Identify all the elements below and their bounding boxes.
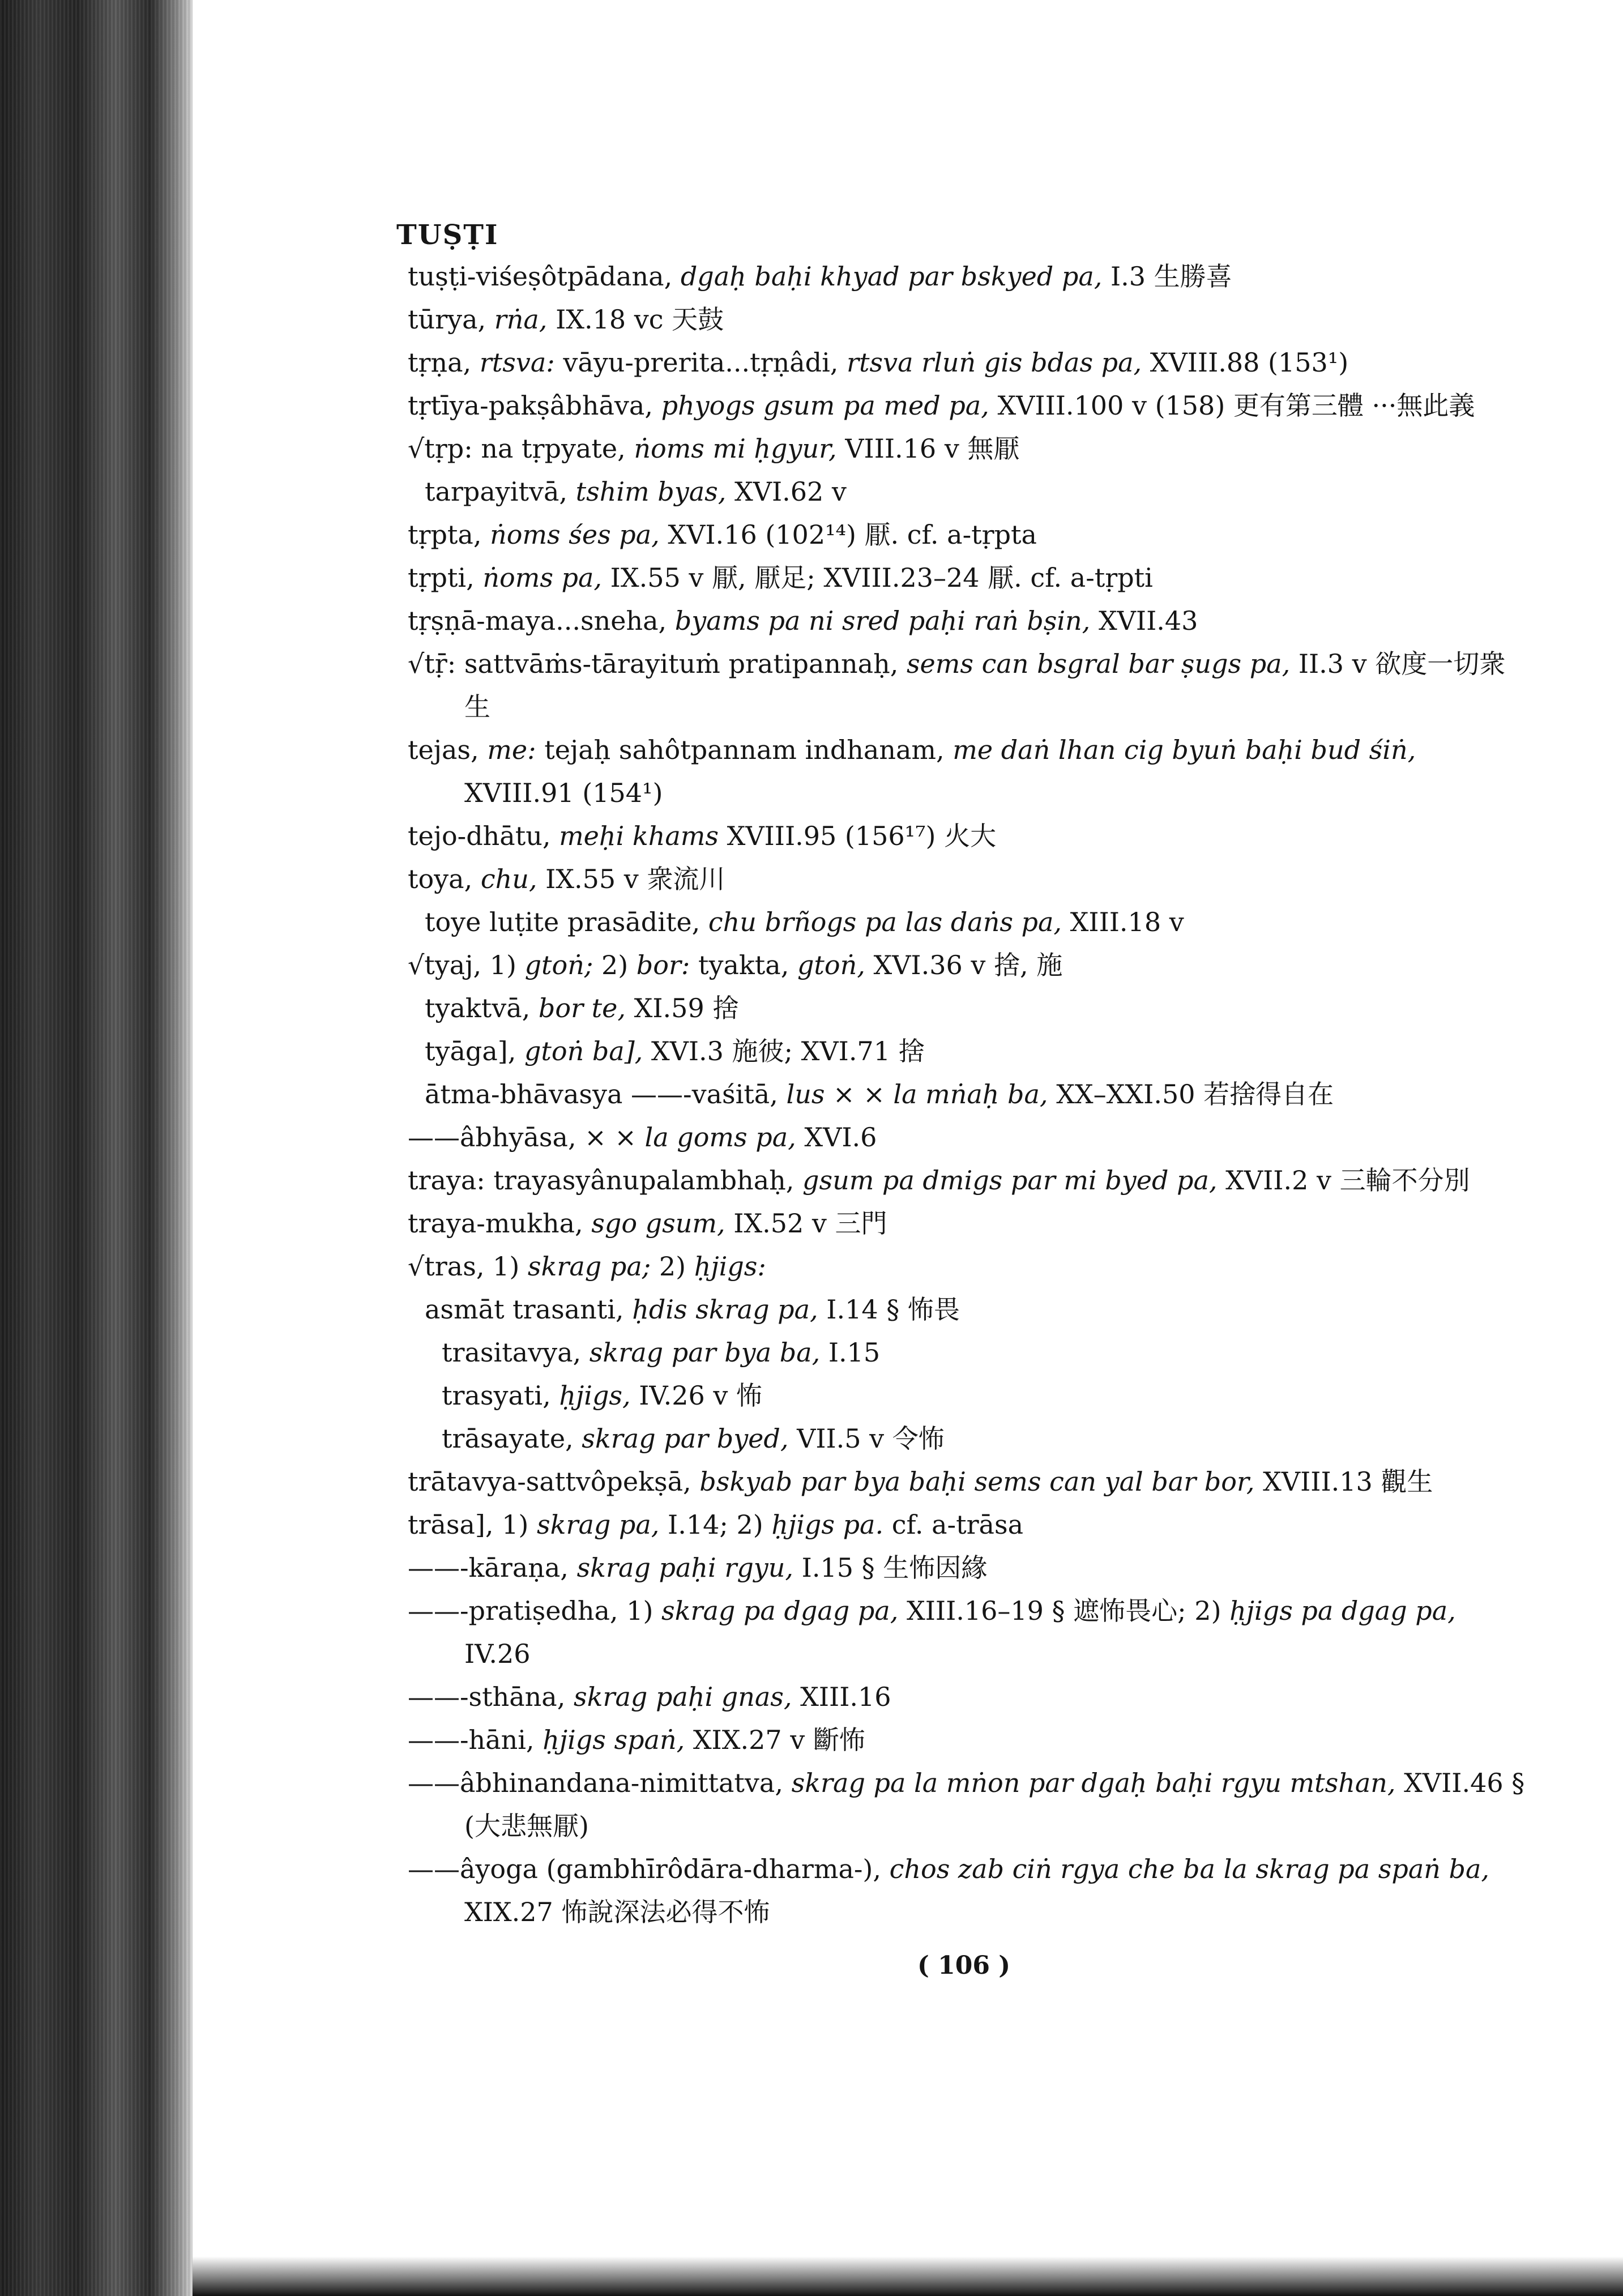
tibetan-gloss: skrag pa la mṅon par dgaḥ baḥi rgyu mtshan, — [791, 1768, 1404, 1798]
entry-text: tejas, — [408, 735, 488, 765]
dictionary-entry — [408, 1116, 1529, 1159]
tibetan-gloss: ḥjigs pa dgag pa, — [1229, 1595, 1456, 1626]
dictionary-entry — [408, 1761, 1529, 1847]
tibetan-gloss: × × la goms pa, — [584, 1122, 805, 1153]
dictionary-entry — [408, 642, 1529, 728]
entry-text: IX.18 vc 天鼓 — [556, 304, 724, 335]
tibetan-gloss: ḥjigs, — [559, 1380, 639, 1411]
entry-text: √tras, 1) — [408, 1251, 528, 1282]
entry-text: XIII.18 v — [1070, 907, 1184, 937]
entry-text: XIII.16–19 § 遮怖畏心; 2) — [906, 1595, 1230, 1626]
entry-text: XVII.46 § (大悲無厭) — [464, 1768, 1525, 1841]
entry-text: tṛṣṇā-maya...sneha, — [408, 605, 675, 636]
entry-text: trāsayate, — [442, 1423, 582, 1454]
tibetan-gloss: byams pa ni sred paḥi raṅ bṣin, — [674, 605, 1099, 636]
entry-text: XX–XXI.50 若捨得自在 — [1056, 1079, 1334, 1109]
entry-text: ——-pratiṣedha, 1) — [408, 1595, 662, 1626]
dictionary-entry — [408, 384, 1529, 427]
tibetan-gloss: rtsva rluṅ gis bdas pa, — [847, 347, 1150, 378]
tibetan-gloss: sgo gsum, — [591, 1208, 734, 1239]
entry-text: IV.26 — [464, 1638, 531, 1669]
entry-text: ——-sthāna, — [408, 1682, 574, 1712]
entry-text: VII.5 v 令怖 — [797, 1423, 945, 1454]
tibetan-gloss: ṅoms mi ḥgyur, — [634, 433, 845, 464]
entry-text: ātma-bhāvasya ——-vaśitā, — [425, 1079, 787, 1109]
entry-text: XI.59 捨 — [634, 993, 739, 1023]
page-number: ( 106 ) — [917, 1951, 1011, 1980]
entry-text: tyakta, — [698, 950, 797, 980]
entry-text: XVIII.91 (154¹) — [464, 778, 663, 808]
dictionary-entry — [408, 814, 1529, 857]
entry-text: ——âbhinandana-nimittatva, — [408, 1768, 792, 1798]
entry-text: XVIII.100 v (158) 更有第三體 ···無此義 — [997, 390, 1475, 421]
entry-text: cf. a-trāsa — [891, 1509, 1024, 1540]
entry-text: tyāga], — [425, 1036, 524, 1066]
dictionary-entry — [408, 1202, 1529, 1245]
bottom-shadow — [193, 2256, 1623, 2296]
entry-text: XIX.27 怖說深法必得不怖 — [464, 1897, 770, 1927]
dictionary-entry — [408, 556, 1529, 599]
entry-text: ——-hāni, — [408, 1725, 543, 1755]
tibetan-gloss: gtoṅ, — [797, 950, 874, 980]
entry-text: √tṛp: na tṛpyate, — [408, 433, 634, 464]
dictionary-entry — [408, 1245, 1529, 1288]
entry-text: VIII.16 v 無厭 — [845, 433, 1020, 464]
entry-text: XVII.43 — [1098, 605, 1198, 636]
entry-text: XVIII.88 (153¹) — [1150, 347, 1349, 378]
tibetan-gloss: skrag paḥi rgyu, — [576, 1552, 802, 1583]
entry-text: XVI.3 施彼; XVI.71 捨 — [651, 1036, 925, 1066]
entry-text: 2) — [601, 950, 637, 980]
dictionary-entry — [408, 1503, 1529, 1546]
tibetan-gloss: rtsva: — [479, 347, 563, 378]
tibetan-gloss: gtoṅ ba], — [524, 1036, 651, 1066]
dictionary-entry — [408, 1847, 1529, 1934]
dictionary-entry — [408, 901, 1529, 944]
tibetan-gloss: me daṅ lhan cig byuṅ baḥi bud śiṅ, — [953, 735, 1416, 765]
entry-text: trātavya-sattvôpekṣā, — [408, 1466, 700, 1497]
dictionary-entry — [408, 728, 1529, 814]
entry-text: trasitavya, — [442, 1337, 590, 1368]
dictionary-entry — [408, 1331, 1529, 1374]
tibetan-gloss: lus × × la mṅaḥ ba, — [786, 1079, 1057, 1109]
entry-text: I.14 § 怖畏 — [826, 1294, 960, 1325]
tibetan-gloss: skrag pa; — [527, 1251, 659, 1282]
tibetan-gloss: chu brñogs pa las daṅs pa, — [708, 907, 1070, 937]
tibetan-gloss: meḥi khams — [559, 821, 727, 851]
entry-text: tejo-dhātu, — [408, 821, 559, 851]
tibetan-gloss: chu, — [480, 864, 546, 894]
dictionary-entry — [408, 470, 1529, 513]
entry-text: traya-mukha, — [408, 1208, 592, 1239]
tibetan-gloss: bskyab par bya baḥi sems can yal bar bor, — [699, 1466, 1263, 1497]
entry-text: trasyati, — [442, 1380, 559, 1411]
tibetan-gloss: bor te, — [538, 993, 634, 1023]
dictionary-entry — [408, 1030, 1529, 1073]
entry-text: I.15 — [828, 1337, 881, 1368]
tibetan-gloss: sems can bsgral bar ṣugs pa, — [906, 648, 1299, 679]
entry-text: tṛtīya-pakṣâbhāva, — [408, 390, 661, 421]
entry-text: tyaktvā, — [425, 993, 539, 1023]
dictionary-entry — [408, 1589, 1529, 1675]
entry-text: ——âyoga (gambhīrôdāra-dharma-), — [408, 1854, 890, 1884]
entry-list — [408, 255, 1529, 1934]
dictionary-entry — [408, 1718, 1529, 1761]
dictionary-entry — [408, 1675, 1529, 1718]
entry-text: tṛpta, — [408, 519, 490, 550]
entry-text: IX.55 v 厭, 厭足; XVIII.23–24 厭. cf. a-tṛpti — [610, 562, 1153, 593]
dictionary-entry — [408, 427, 1529, 470]
entry-text: toye luṭite prasādite, — [425, 907, 708, 937]
dictionary-entry — [408, 1159, 1529, 1202]
tibetan-gloss: chos zab ciṅ rgya che ba la skrag pa spaṅ ba, — [889, 1854, 1490, 1884]
entry-text: XVI.62 v — [734, 476, 847, 507]
tibetan-gloss: gsum pa dmigs par mi byed pa, — [802, 1165, 1226, 1196]
entry-text: IV.26 v 怖 — [639, 1380, 763, 1411]
dictionary-entry — [408, 1546, 1529, 1589]
dictionary-entry — [408, 987, 1529, 1030]
entry-text: II.3 v 欲度一切衆生 — [464, 648, 1506, 722]
entry-text: XVI.6 — [804, 1122, 877, 1153]
dictionary-entry — [408, 944, 1529, 987]
tibetan-gloss: ṅoms śes pa, — [490, 519, 668, 550]
dictionary-entry — [408, 1460, 1529, 1503]
tibetan-gloss: ḥjigs: — [694, 1251, 766, 1282]
entry-text: XVI.36 v 捨, 施 — [873, 950, 1063, 980]
entry-text: ——-kāraṇa, — [408, 1552, 577, 1583]
entry-text: XVIII.13 觀生 — [1263, 1466, 1433, 1497]
entry-text: tṛpti, — [408, 562, 483, 593]
entry-text: 2) — [659, 1251, 694, 1282]
dictionary-entry — [408, 1073, 1529, 1116]
tibetan-gloss: bor: — [636, 950, 699, 980]
entry-text: traya: trayasyânupalambhaḥ, — [408, 1165, 803, 1196]
entry-text: I.15 § 生怖因緣 — [801, 1552, 988, 1583]
entry-text: XVI.16 (102¹⁴) 厭. cf. a-tṛpta — [668, 519, 1037, 550]
tibetan-gloss: skrag pa, — [536, 1509, 668, 1540]
tibetan-gloss: ḥjigs spaṅ, — [543, 1725, 693, 1755]
entry-text: XIX.27 v 斷怖 — [693, 1725, 865, 1755]
entry-text: I.14; 2) — [668, 1509, 772, 1540]
entry-text: tūrya, — [408, 304, 494, 335]
dictionary-entry — [408, 1417, 1529, 1460]
entry-text: XIII.16 — [800, 1682, 891, 1712]
entry-text: ——âbhyāsa, — [408, 1122, 585, 1153]
entry-text: tuṣṭi-viśeṣôtpādana, — [408, 261, 681, 292]
dictionary-entry — [408, 513, 1529, 556]
tibetan-gloss: phyogs gsum pa med pa, — [661, 390, 998, 421]
entry-text: tarpayitvā, — [425, 476, 576, 507]
dictionary-entry — [408, 341, 1529, 384]
dictionary-entry — [408, 1288, 1529, 1331]
page-content — [396, 215, 1529, 1934]
entry-text: tṛṇa, — [408, 347, 480, 378]
tibetan-gloss: dgaḥ baḥi khyad par bskyed pa, — [680, 261, 1111, 292]
book-edge — [0, 0, 193, 2296]
dictionary-entry — [408, 298, 1529, 341]
entry-text: √tyaj, 1) — [408, 950, 525, 980]
entry-text: IX.52 v 三門 — [733, 1208, 887, 1239]
entry-text: IX.55 v 衆流川 — [545, 864, 725, 894]
tibetan-gloss: ṅoms pa, — [482, 562, 610, 593]
tibetan-gloss: skrag pa dgag pa, — [661, 1595, 907, 1626]
tibetan-gloss: rṅa, — [494, 304, 556, 335]
tibetan-gloss: ḥdis skrag pa, — [632, 1294, 827, 1325]
tibetan-gloss: skrag par byed, — [582, 1423, 797, 1454]
tibetan-gloss: skrag par bya ba, — [589, 1337, 828, 1368]
entry-text: √tṝ: sattvāṁs-tārayituṁ pratipannaḥ, — [408, 648, 907, 679]
dictionary-entry — [408, 857, 1529, 901]
entry-text: asmāt trasanti, — [425, 1294, 633, 1325]
entry-text: vāyu-prerita...tṛṇâdi, — [563, 347, 847, 378]
tibetan-gloss: gtoṅ; — [524, 950, 601, 980]
entry-text: trāsa], 1) — [408, 1509, 537, 1540]
tibetan-gloss: tshim byas, — [575, 476, 735, 507]
tibetan-gloss: skrag paḥi gnas, — [573, 1682, 801, 1712]
running-head: TUṢṬI — [396, 219, 499, 251]
entry-text: tejaḥ sahôtpannam indhanam, — [544, 735, 953, 765]
dictionary-entry — [408, 255, 1529, 298]
entry-text: I.3 生勝喜 — [1111, 261, 1232, 292]
entry-text: XVII.2 v 三輪不分別 — [1225, 1165, 1470, 1196]
dictionary-entry — [408, 599, 1529, 642]
entry-text: XVIII.95 (156¹⁷) 火大 — [727, 821, 997, 851]
entry-text: toya, — [408, 864, 481, 894]
tibetan-gloss: ḥjigs pa. — [771, 1509, 892, 1540]
dictionary-entry — [408, 1374, 1529, 1417]
tibetan-gloss: me: — [487, 735, 545, 765]
